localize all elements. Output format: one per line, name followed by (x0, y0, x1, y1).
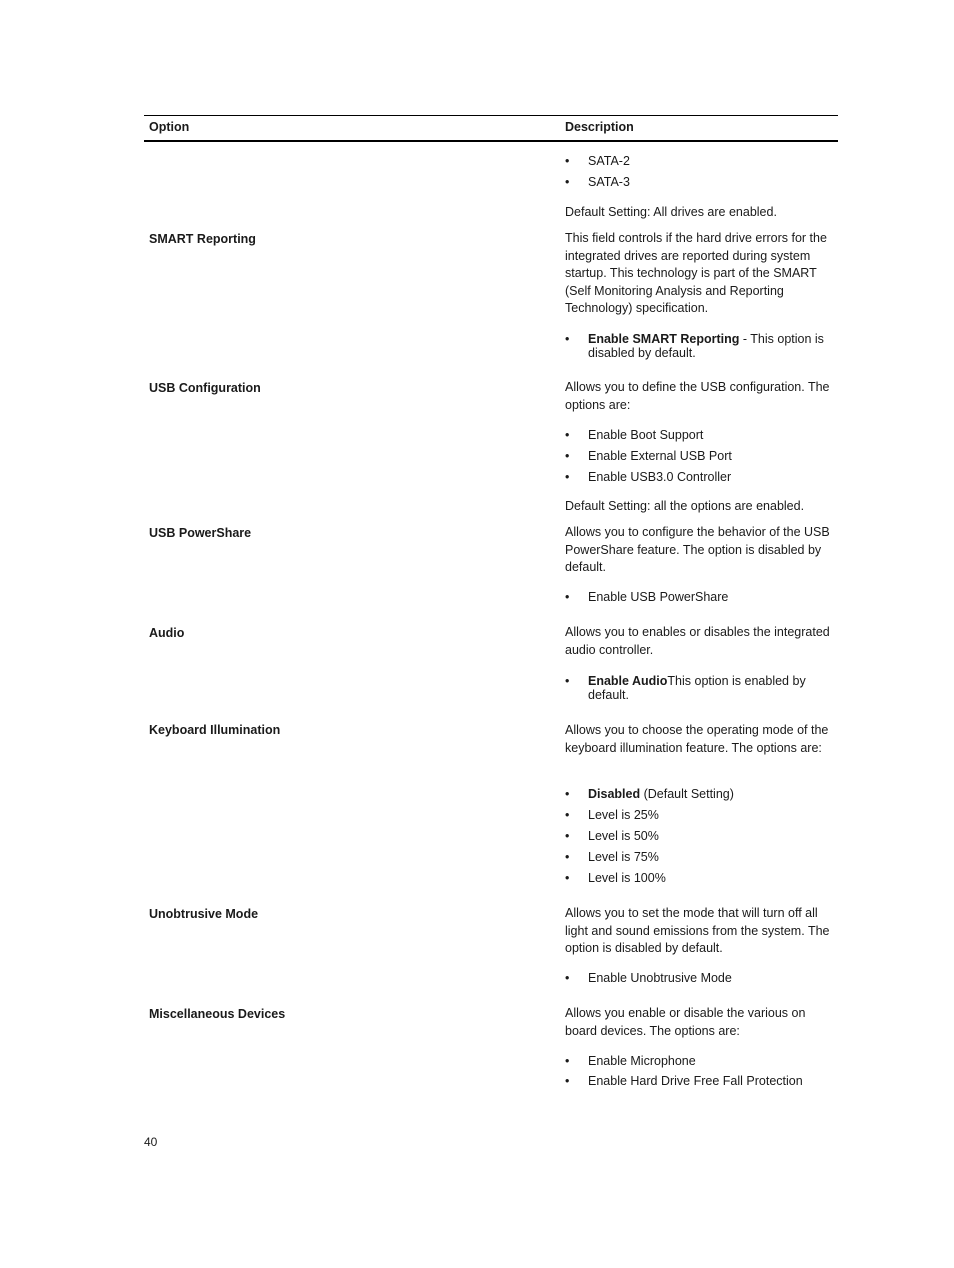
bullet-icon: • (565, 449, 570, 463)
list-item: • Enable Unobtrusive Mode (565, 970, 837, 988)
option-keyboard-illumination: Keyboard Illumination (149, 723, 281, 737)
list-item: • Enable USB PowerShare (565, 589, 837, 607)
bullet-icon: • (565, 428, 570, 442)
bullet-icon: • (565, 829, 570, 843)
bullet-icon: • (565, 674, 570, 688)
description-miscellaneous-devices: Allows you enable or disable the various on board devices. The options are: (565, 1006, 806, 1038)
list-item: • SATA-2 (565, 153, 837, 171)
description-usb-powershare: Allows you to configure the behavior of the USB PowerShare feature. The option is disabled by default. (565, 525, 830, 574)
bullet-icon: • (565, 590, 570, 604)
column-header-description: Description (565, 120, 634, 134)
list-item: • Enable SMART Reporting - This option is disabled by default. (565, 332, 824, 360)
bullet-icon: • (565, 332, 570, 346)
list-item: • Enable Hard Drive Free Fall Protection (565, 1073, 837, 1091)
page-number: 40 (144, 1135, 158, 1149)
bullet-icon: • (565, 808, 570, 822)
column-header-option: Option (149, 120, 190, 134)
list-item: • Disabled (Default Setting) (565, 786, 837, 804)
default-setting-text: Default Setting: all the options are enabled. (565, 499, 805, 513)
description-unobtrusive-mode: Allows you to set the mode that will turn off all light and sound emissions from the system. The option is disabled by default. (565, 906, 830, 955)
default-setting-text: Default Setting: All drives are enabled. (565, 205, 777, 219)
table-header-rule (144, 140, 838, 142)
table-top-rule (144, 115, 838, 116)
bullet-icon: • (565, 850, 570, 864)
description-usb-configuration: Allows you to define the USB configuration. The options are: (565, 380, 830, 412)
list-item: • Enable External USB Port (565, 448, 837, 466)
bullet-icon: • (565, 871, 570, 885)
description-audio: Allows you to enables or disables the integrated audio controller. (565, 625, 830, 657)
list-item: • Level is 50% (565, 828, 837, 846)
list-item: • SATA-3 (565, 174, 837, 192)
description-smart-reporting: This field controls if the hard drive errors for the integrated drives are reported during system startup. This technology is part of the SMART (Self Monitoring Analysis and Reporting Technology) specification. (565, 231, 827, 315)
list-item: • Enable USB3.0 Controller (565, 469, 837, 487)
option-unobtrusive-mode: Unobtrusive Mode (149, 907, 259, 921)
option-usb-configuration: USB Configuration (149, 381, 261, 395)
bullet-icon: • (565, 175, 570, 189)
description-keyboard-illumination: Allows you to choose the operating mode of the keyboard illumination feature. The options are: (565, 723, 829, 755)
bullet-icon: • (565, 787, 570, 801)
bullet-icon: • (565, 1054, 570, 1068)
bullet-icon: • (565, 470, 570, 484)
option-miscellaneous-devices: Miscellaneous Devices (149, 1007, 286, 1021)
bullet-icon: • (565, 1074, 570, 1088)
list-item: • Level is 25% (565, 807, 837, 825)
list-item: • Enable AudioThis option is enabled by default. (565, 674, 806, 702)
option-usb-powershare: USB PowerShare (149, 526, 252, 540)
list-item: • Enable Boot Support (565, 427, 837, 445)
list-item: • Level is 75% (565, 849, 837, 867)
option-audio: Audio (149, 626, 185, 640)
bullet-icon: • (565, 154, 570, 168)
bullet-icon: • (565, 971, 570, 985)
list-item: • Level is 100% (565, 870, 837, 888)
option-smart-reporting: SMART Reporting (149, 232, 256, 246)
list-item: • Enable Microphone (565, 1053, 837, 1071)
